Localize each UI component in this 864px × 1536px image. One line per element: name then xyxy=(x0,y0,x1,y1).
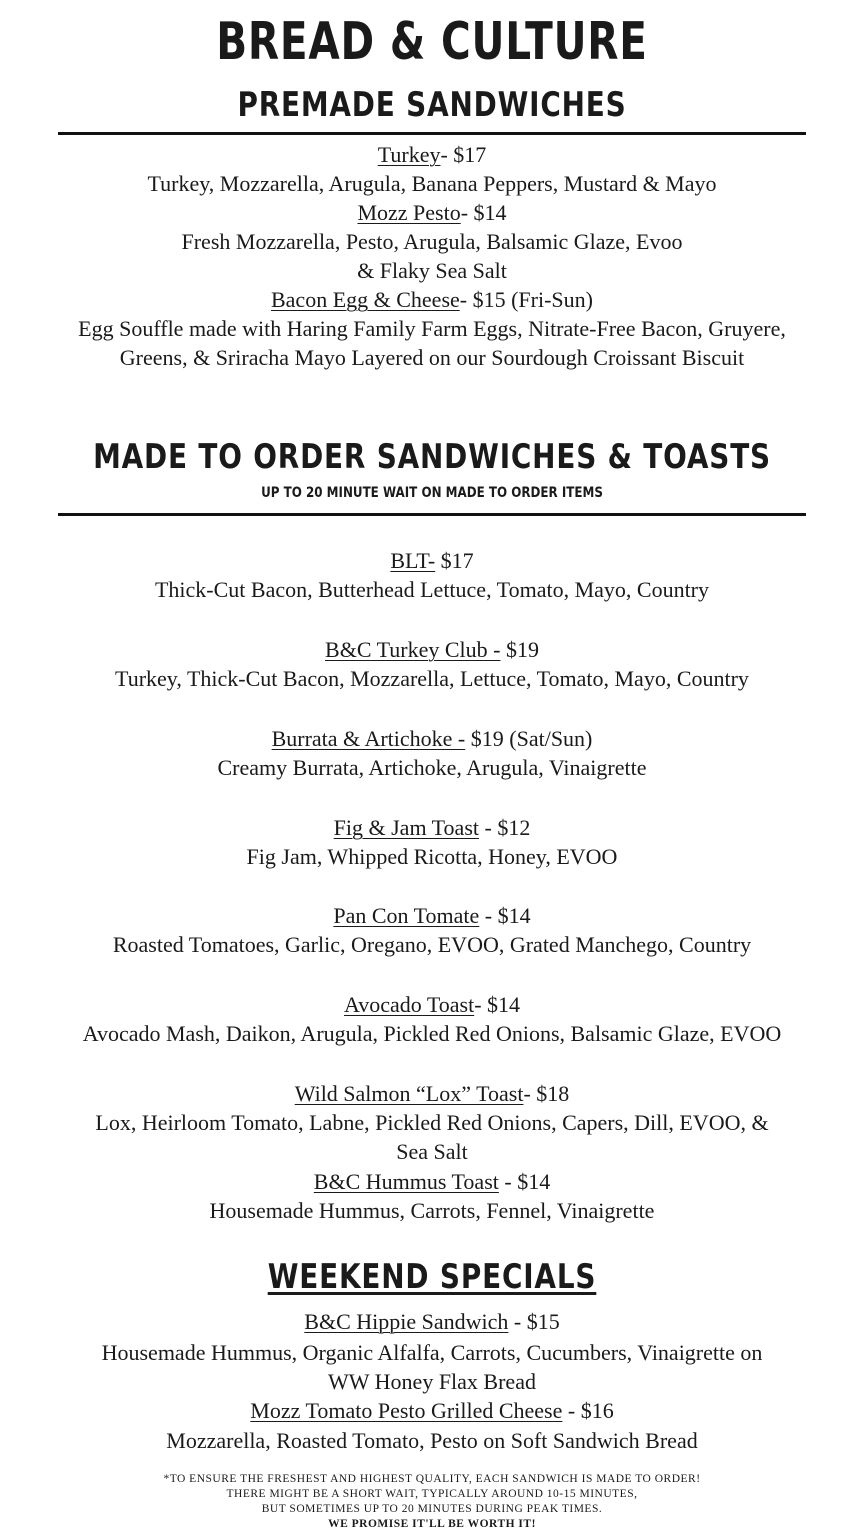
item-price: - $15 xyxy=(508,1309,560,1334)
item-price: - $14 xyxy=(474,992,521,1017)
item-name: B&C Hippie Sandwich xyxy=(304,1309,509,1334)
menu-item-name-line xyxy=(0,198,864,227)
item-description: & Flaky Sea Salt xyxy=(357,258,507,283)
menu-item-name-line xyxy=(0,140,864,169)
weekend-heading-text: WEEKEND SPECIALS xyxy=(267,1257,597,1297)
premade-divider xyxy=(58,132,806,135)
footer-note: BUT SOMETIMES UP TO 20 MINUTES DURING PEAK TIMES. xyxy=(261,1503,603,1515)
menu-item-name-line xyxy=(0,546,864,575)
menu-item-name-line xyxy=(0,990,864,1019)
item-description: Lox, Heirloom Tomato, Labne, Pickled Red Onions, Capers, Dill, EVOO, & xyxy=(95,1110,769,1135)
item-description: Mozzarella, Roasted Tomato, Pesto on Soft Sandwich Bread xyxy=(166,1428,698,1453)
item-name: Wild Salmon “Lox” Toast xyxy=(294,1081,524,1106)
menu-item-name-line xyxy=(0,285,864,314)
item-description: Fresh Mozzarella, Pesto, Arugula, Balsamic Glaze, Evoo xyxy=(181,229,683,254)
item-name: B&C Hummus Toast xyxy=(313,1169,499,1194)
item-name: Mozz Pesto xyxy=(357,200,461,225)
item-description: Creamy Burrata, Artichoke, Arugula, Vinaigrette xyxy=(217,755,647,780)
item-name: Fig & Jam Toast xyxy=(333,815,479,840)
premade-heading: PREMADE SANDWICHES xyxy=(237,85,627,125)
item-name: BLT- xyxy=(390,548,436,573)
item-description: Housemade Hummus, Carrots, Fennel, Vinaigrette xyxy=(209,1198,655,1223)
item-description: Turkey, Mozzarella, Arugula, Banana Peppers, Mustard & Mayo xyxy=(147,171,717,196)
item-name: Mozz Tomato Pesto Grilled Cheese xyxy=(250,1398,563,1423)
item-name: Turkey xyxy=(377,142,441,167)
item-price: $19 xyxy=(500,637,539,662)
item-name: Bacon Egg & Cheese xyxy=(270,287,460,312)
menu-item-name-line xyxy=(0,1396,864,1425)
item-description: Greens, & Sriracha Mayo Layered on our Sourdough Croissant Biscuit xyxy=(119,345,745,370)
footer-note: THERE MIGHT BE A SHORT WAIT, TYPICALLY AROUND 10-15 MINUTES, xyxy=(226,1488,638,1500)
item-name: B&C Turkey Club - xyxy=(325,637,501,662)
item-price: - $14 xyxy=(460,200,507,225)
item-name: Burrata & Artichoke - xyxy=(271,726,466,751)
item-description: Turkey, Thick-Cut Bacon, Mozzarella, Lettuce, Tomato, Mayo, Country xyxy=(115,666,749,691)
footer-note: *TO ENSURE THE FRESHEST AND HIGHEST QUALITY, EACH SANDWICH IS MADE TO ORDER! xyxy=(163,1473,701,1485)
item-price: $19 (Sat/Sun) xyxy=(465,726,593,751)
item-name: Avocado Toast xyxy=(343,992,475,1017)
item-description: Housemade Hummus, Organic Alfalfa, Carrots, Cucumbers, Vinaigrette on xyxy=(101,1340,763,1365)
item-description: Egg Souffle made with Haring Family Farm Eggs, Nitrate-Free Bacon, Gruyere, xyxy=(78,316,786,341)
menu-item-name-line xyxy=(0,1167,864,1196)
item-price: - $14 xyxy=(479,903,531,928)
item-description: Avocado Mash, Daikon, Arugula, Pickled Red Onions, Balsamic Glaze, EVOO xyxy=(82,1021,782,1046)
footer-promise: WE PROMISE IT'LL BE WORTH IT! xyxy=(328,1518,536,1530)
made-to-order-subheading: UP TO 20 MINUTE WAIT ON MADE TO ORDER ITEMS xyxy=(261,485,603,501)
brand-title: BREAD & CULTURE xyxy=(216,12,648,72)
item-name: Pan Con Tomate xyxy=(333,903,480,928)
item-description: Thick-Cut Bacon, Butterhead Lettuce, Tomato, Mayo, Country xyxy=(154,577,710,602)
item-description: Sea Salt xyxy=(396,1139,468,1164)
menu-item-name-line xyxy=(0,901,864,930)
made-to-order-heading: MADE TO ORDER SANDWICHES & TOASTS xyxy=(93,437,771,477)
made-to-order-divider xyxy=(58,513,806,516)
menu-item-name-line xyxy=(0,1079,864,1108)
item-description: Roasted Tomatoes, Garlic, Oregano, EVOO, Grated Manchego, Country xyxy=(112,932,752,957)
weekend-heading xyxy=(78,1256,786,1298)
menu-item-name-line xyxy=(0,1307,864,1336)
item-price: - $17 xyxy=(440,142,487,167)
item-price: - $12 xyxy=(479,815,531,840)
menu-item-name-line xyxy=(0,635,864,664)
menu-item-name-line xyxy=(0,724,864,753)
item-price: - $16 xyxy=(562,1398,614,1423)
item-description: Fig Jam, Whipped Ricotta, Honey, EVOO xyxy=(246,844,618,869)
item-price: - $15 (Fri-Sun) xyxy=(459,287,593,312)
item-description: WW Honey Flax Bread xyxy=(328,1369,536,1394)
item-price: $17 xyxy=(435,548,474,573)
item-price: - $14 xyxy=(498,1169,551,1194)
item-price: - $18 xyxy=(523,1081,570,1106)
menu-item-name-line xyxy=(0,813,864,842)
